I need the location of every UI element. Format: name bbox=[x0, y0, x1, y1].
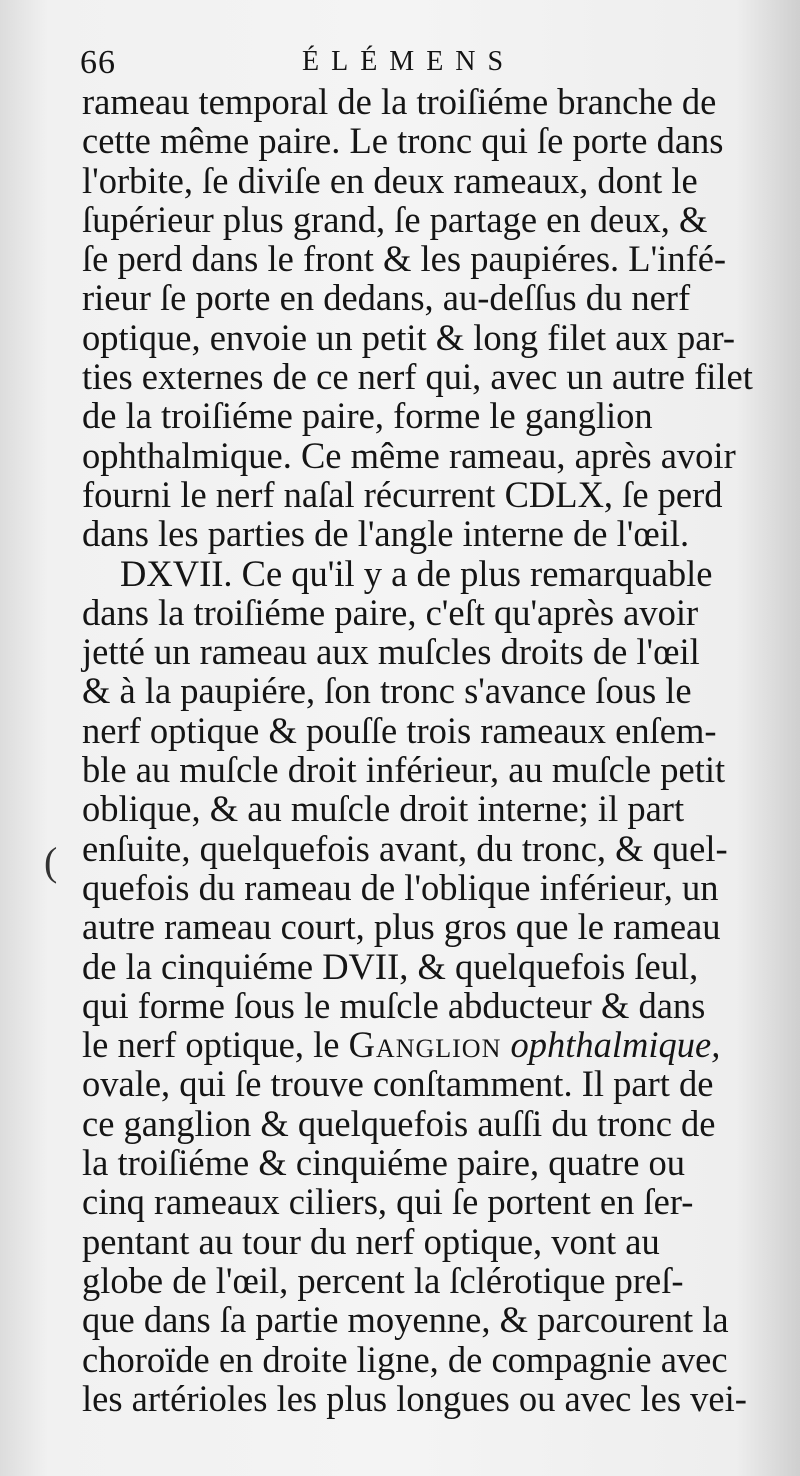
text-line: cinq rameaux ciliers, qui ſe portent en ſer- bbox=[82, 1181, 694, 1223]
text-line: les artérioles les plus longues ou avec les vei- bbox=[82, 1377, 747, 1419]
text-line: ties externes de ce nerf qui, avec un autre filet bbox=[82, 356, 753, 398]
text-line-mixed bbox=[82, 1025, 762, 1064]
margin-mark: ( bbox=[44, 839, 58, 884]
text-line: rieur ſe porte en dedans, au-deſſus du nerf bbox=[82, 277, 691, 319]
page-number: 66 bbox=[80, 44, 116, 81]
text-line: enſuite, quelquefois avant, du tronc, & quel- bbox=[82, 827, 728, 869]
text-line: que dans ſa partie moyenne, & parcourent la bbox=[82, 1299, 729, 1341]
text-segment: le nerf optique, le bbox=[82, 1024, 340, 1066]
text-line: pentant au tour du nerf optique, vont au bbox=[82, 1220, 660, 1262]
text-line: fourni le nerf naſal récurrent CDLX, ſe perd bbox=[82, 473, 723, 515]
text-line: qui forme ſous le muſcle abducteur & dans bbox=[82, 984, 706, 1026]
running-title: ÉLÉMENS bbox=[302, 46, 516, 77]
term-ophthalmique: ophthalmique, bbox=[510, 1024, 721, 1066]
text-line: l'orbite, ſe diviſe en deux rameaux, dont le bbox=[82, 159, 698, 201]
text-line: & à la paupiére, ſon tronc s'avance ſous le bbox=[82, 670, 692, 712]
text-line: ce ganglion & quelquefois auſſi du tronc de bbox=[82, 1102, 716, 1144]
text-line: de la troiſiéme paire, forme le ganglion bbox=[82, 395, 653, 437]
text-line: autre rameau court, plus gros que le rameau bbox=[82, 906, 721, 948]
text-line: ovale, qui ſe trouve conſtamment. Il part de bbox=[82, 1063, 714, 1105]
text-line: ble au muſcle droit inférieur, au muſcle petit bbox=[82, 749, 726, 791]
body-text bbox=[82, 82, 762, 1418]
text-line: globe de l'œil, percent la ſclérotique preſ- bbox=[82, 1259, 684, 1301]
text-line: ſe perd dans le front & les paupiéres. L'infé- bbox=[82, 238, 727, 280]
text-line: de la cinquiéme DVII, & quelquefois ſeul, bbox=[82, 945, 699, 987]
text-line: dans les parties de l'angle interne de l'œil. bbox=[82, 513, 690, 555]
paragraph-start-line: DXVII. Ce qu'il y a de plus remarquable bbox=[120, 552, 713, 594]
term-ganglion: Ganglion bbox=[348, 1024, 502, 1066]
text-line: ophthalmique. Ce même rameau, après avoir bbox=[82, 434, 736, 476]
text-line: cette même paire. Le tronc qui ſe porte dans bbox=[82, 120, 724, 162]
text-line: dans la troiſiéme paire, c'eſt qu'après avoir bbox=[82, 591, 699, 633]
text-line: la troiſiéme & cinquiéme paire, quatre ou bbox=[82, 1142, 686, 1184]
text-line: oblique, & au muſcle droit interne; il part bbox=[82, 788, 685, 830]
text-line: choroïde en droite ligne, de compagnie avec bbox=[82, 1338, 728, 1380]
text-line: quefois du rameau de l'oblique inférieur, un bbox=[82, 866, 719, 908]
text-line: optique, envoie un petit & long filet aux par- bbox=[82, 316, 736, 358]
text-line: ſupérieur plus grand, ſe partage en deux, & bbox=[82, 198, 708, 240]
text-line: nerf optique & pouſſe trois rameaux enſem- bbox=[82, 709, 717, 751]
text-line: rameau temporal de la troiſiéme branche de bbox=[82, 81, 717, 122]
text-line: jetté un rameau aux muſcles droits de l'œil bbox=[82, 631, 700, 673]
